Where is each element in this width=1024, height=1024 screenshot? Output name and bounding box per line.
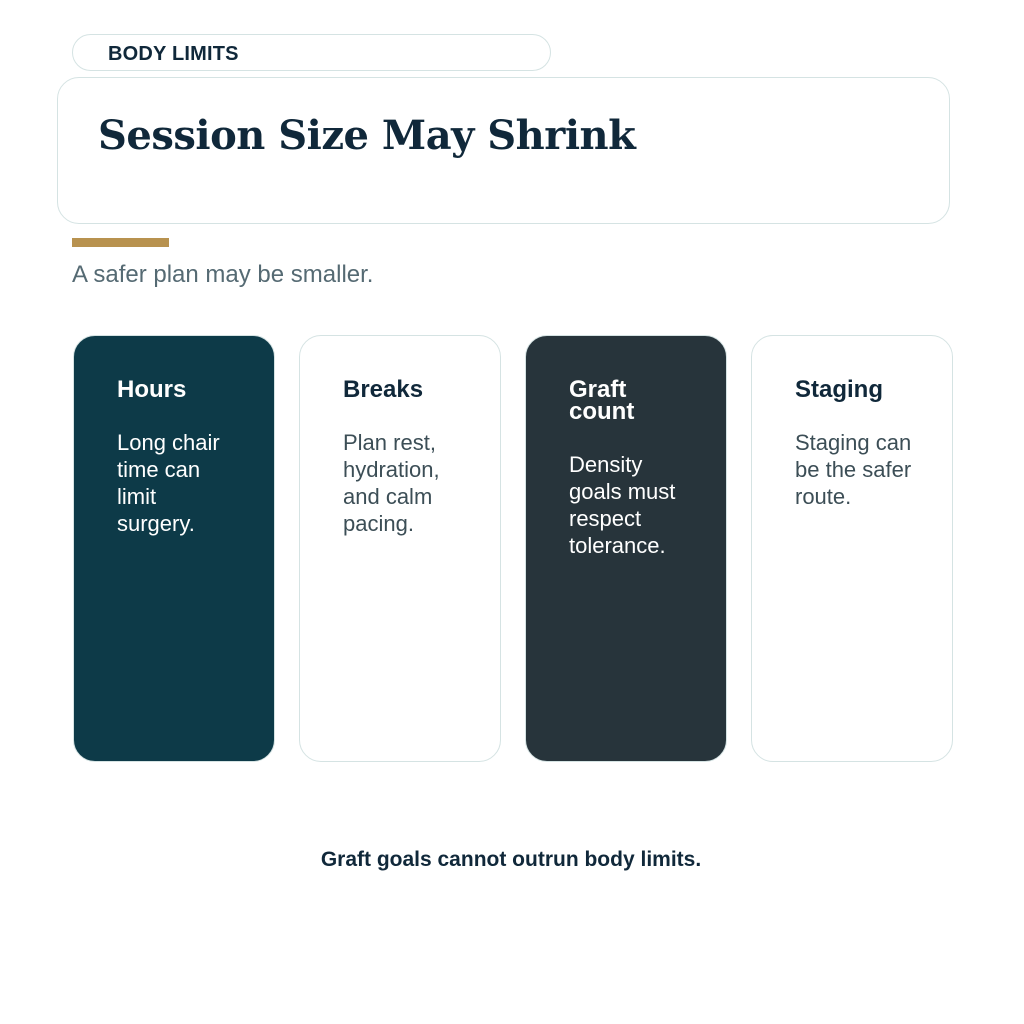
card-title: Breaks bbox=[343, 376, 424, 403]
card-body: Plan rest, hydration, and calm pacing. bbox=[343, 430, 440, 536]
card-hours bbox=[73, 335, 275, 762]
accent-divider bbox=[72, 238, 169, 247]
card-title: Hours bbox=[117, 376, 187, 403]
page-title: Session Size May Shrink bbox=[98, 112, 636, 159]
card-staging bbox=[751, 335, 953, 762]
card-body: Staging can be the safer route. bbox=[795, 430, 912, 509]
card-body: Density goals must respect tolerance. bbox=[569, 452, 676, 558]
page-subtitle: A safer plan may be smaller. bbox=[72, 261, 374, 288]
footer-takeaway: Graft goals cannot outrun body limits. bbox=[320, 848, 702, 871]
card-title: Staging bbox=[795, 376, 883, 403]
section-tag-label: BODY LIMITS bbox=[108, 43, 239, 65]
card-body: Long chair time can limit surgery. bbox=[117, 430, 220, 536]
card-breaks bbox=[299, 335, 501, 762]
section-tag bbox=[72, 34, 551, 71]
card-graft-count bbox=[525, 335, 727, 762]
card-title: Graft count bbox=[569, 376, 635, 425]
title-card bbox=[57, 77, 950, 224]
